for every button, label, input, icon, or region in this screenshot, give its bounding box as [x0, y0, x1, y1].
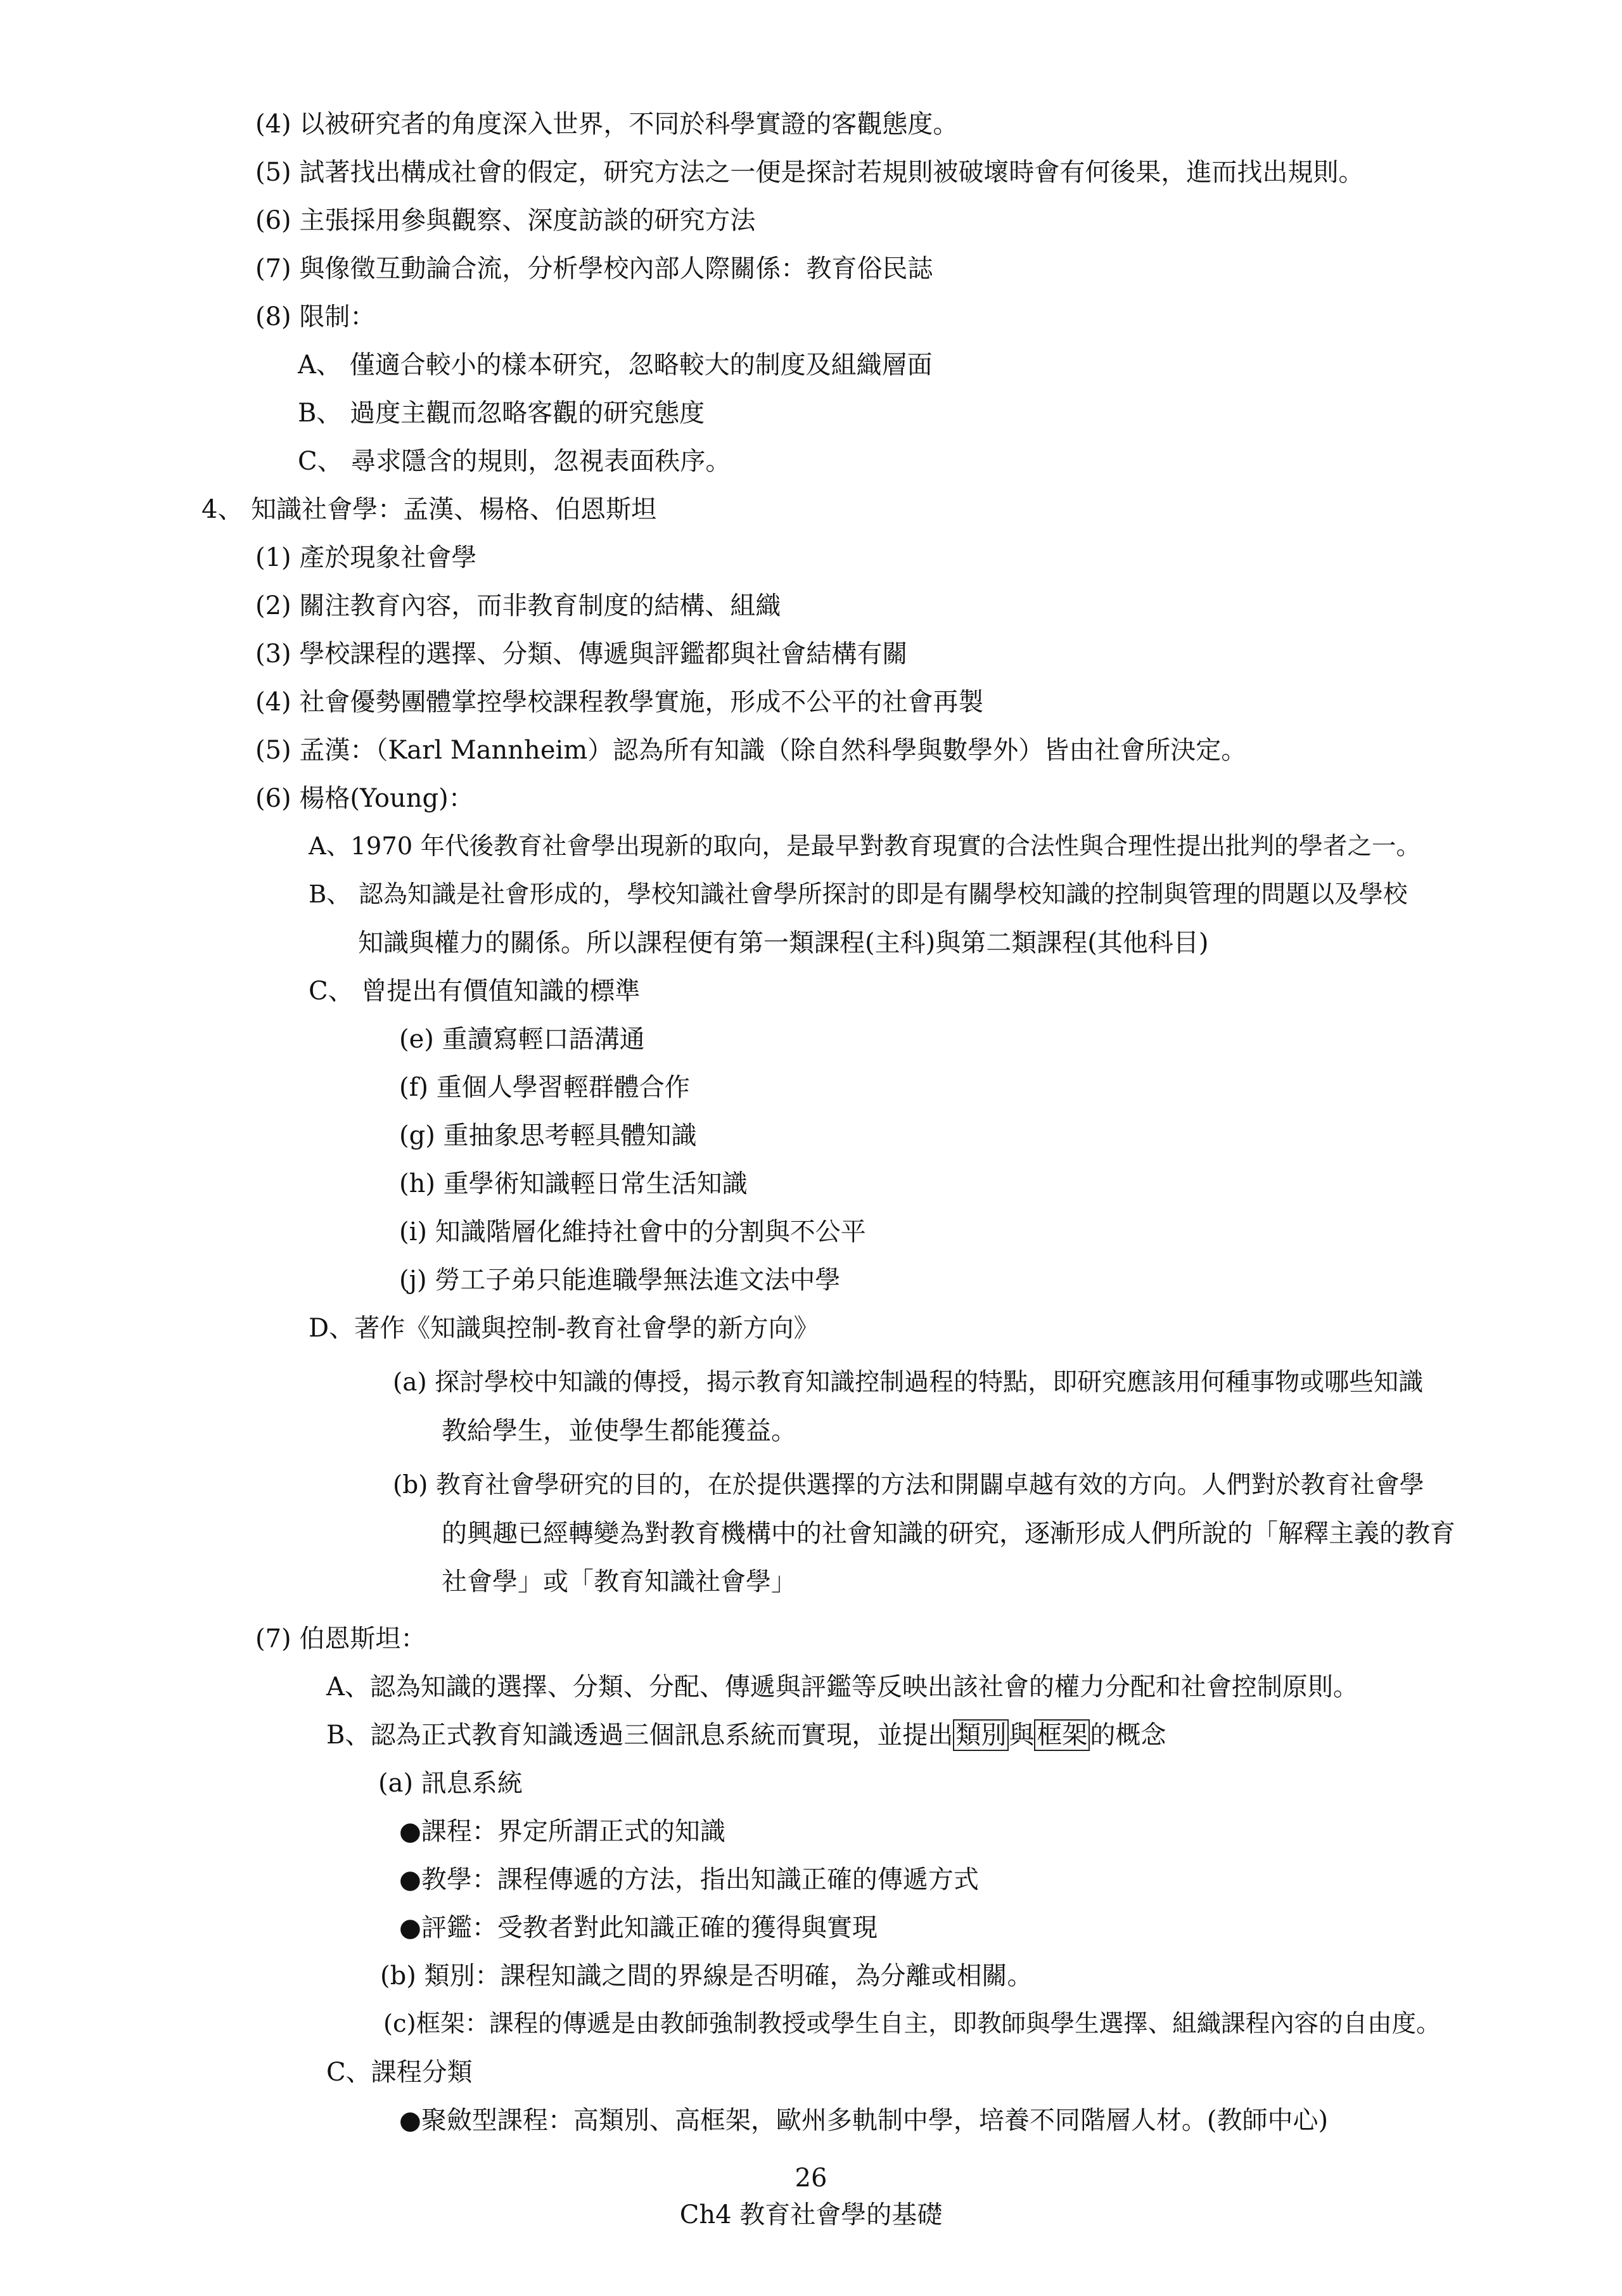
- text-line: (g) 重抽象思考輕具體知識: [399, 1121, 697, 1150]
- text-line: 教給學生，並使學生都能獲益。: [442, 1416, 796, 1446]
- text-line: (5) 試著找出構成社會的假定，研究方法之一便是探討若規則被破壞時會有何後果，進而找出規則。: [255, 158, 1364, 187]
- bullet-item: ●評鑑：受教者對此知識正確的獲得與實現: [399, 1913, 878, 1942]
- text-line: A、認為知識的選擇、分類、分配、傳遞與評鑑等反映出該社會的權力分配和社會控制原則。: [326, 1672, 1358, 1702]
- line-text-before: B、認為正式教育知識透過三個訊息系統而實現，並提出: [326, 1721, 954, 1750]
- boxed-term-category: 類別: [953, 1719, 1009, 1751]
- text-line: 的興趣已經轉變為對教育機構中的社會知識的研究，逐漸形成人們所說的「解釋主義的教育: [442, 1519, 1455, 1548]
- text-line: (f) 重個人學習輕群體合作: [399, 1073, 690, 1102]
- text-line: (3) 學校課程的選擇、分類、傳遞與評鑑都與社會結構有關: [255, 639, 908, 669]
- text-line: (c)框架：課程的傳遞是由教師強制教授或學生自主，即教師與學生選擇、組織課程內容的自由度。: [383, 2010, 1441, 2038]
- text-line: C、 尋求隱含的規則，忽視表面秩序。: [298, 447, 731, 476]
- text-line: 社會學」或「教育知識社會學」: [442, 1567, 796, 1596]
- text-line: (8) 限制：: [255, 302, 376, 331]
- text-line: (b) 類別：課程知識之間的界線是否明確，為分離或相關。: [380, 1961, 1033, 1991]
- text-line: (a) 探討學校中知識的傳授，揭示教育知識控制過程的特點，即研究應該用何種事物或哪些知識: [393, 1368, 1424, 1397]
- text-line: (a) 訊息系統: [378, 1769, 523, 1798]
- text-line: (i) 知識階層化維持社會中的分割與不公平: [399, 1217, 866, 1247]
- text-line: (b) 教育社會學研究的目的，在於提供選擇的方法和開闢卓越有效的方向。人們對於教育社會學: [393, 1471, 1424, 1499]
- bullet-item: ●課程：界定所謂正式的知識: [399, 1817, 725, 1846]
- bullet-item: ●聚斂型課程：高類別、高框架，歐州多軌制中學，培養不同階層人材。(教師中心): [399, 2106, 1329, 2135]
- text-line: B、 過度主觀而忽略客觀的研究態度: [298, 399, 705, 428]
- text-line: (2) 關注教育內容，而非教育制度的結構、組織: [255, 591, 781, 620]
- text-line: (4) 社會優勢團體掌控學校課程教學實施，形成不公平的社會再製: [255, 688, 984, 717]
- text-line: (j) 勞工子弟只能進職學無法進文法中學: [399, 1266, 841, 1295]
- text-line: (5) 孟漢：（Karl Mannheim）認為所有知識（除自然科學與數學外）皆由社會所決定。: [255, 736, 1247, 765]
- section-heading: 4、 知識社會學：孟漢、楊格、伯恩斯坦: [201, 495, 657, 524]
- text-line: C、課程分類: [326, 2058, 473, 2087]
- text-line: A、1970 年代後教育社會學出現新的取向，是最早對教育現實的合法性與合理性提出批判的學者之一。: [309, 832, 1421, 861]
- text-line-with-boxed-terms: [326, 1719, 1622, 1752]
- text-line: (e) 重讀寫輕口語溝通: [399, 1025, 645, 1054]
- chapter-footer: Ch4 教育社會學的基礎: [679, 2200, 943, 2229]
- text-line: (7) 伯恩斯坦：: [255, 1624, 426, 1653]
- text-line: B、 認為知識是社會形成的，學校知識社會學所探討的即是有關學校知識的控制與管理的問題以及學校: [309, 880, 1408, 909]
- text-line: (7) 與像徵互動論合流，分析學校內部人際關係：教育俗民誌: [255, 254, 933, 283]
- line-text-middle: 與: [1009, 1721, 1035, 1750]
- text-line: (h) 重學術知識輕日常生活知識: [399, 1169, 748, 1198]
- text-line: (1) 產於現象社會學: [255, 543, 477, 572]
- text-line: (4) 以被研究者的角度深入世界，不同於科學實證的客觀態度。: [255, 110, 959, 139]
- text-line: (6) 楊格(Young)：: [255, 784, 474, 813]
- boxed-term-frame: 框架: [1034, 1719, 1090, 1751]
- bullet-item: ●教學：課程傳遞的方法，指出知識正確的傳遞方式: [399, 1865, 979, 1894]
- text-line: C、 曾提出有價值知識的標準: [309, 977, 641, 1006]
- text-line: 知識與權力的關係。所以課程便有第一類課程(主科)與第二類課程(其他科目): [358, 928, 1209, 958]
- line-text-after: 的概念: [1090, 1721, 1166, 1750]
- page-number: 26: [795, 2164, 827, 2193]
- text-line: D、著作《知識與控制-教育社會學的新方向》: [309, 1314, 819, 1343]
- text-line: A、 僅適合較小的樣本研究，忽略較大的制度及組織層面: [298, 350, 933, 380]
- text-line: (6) 主張採用參與觀察、深度訪談的研究方法: [255, 206, 756, 235]
